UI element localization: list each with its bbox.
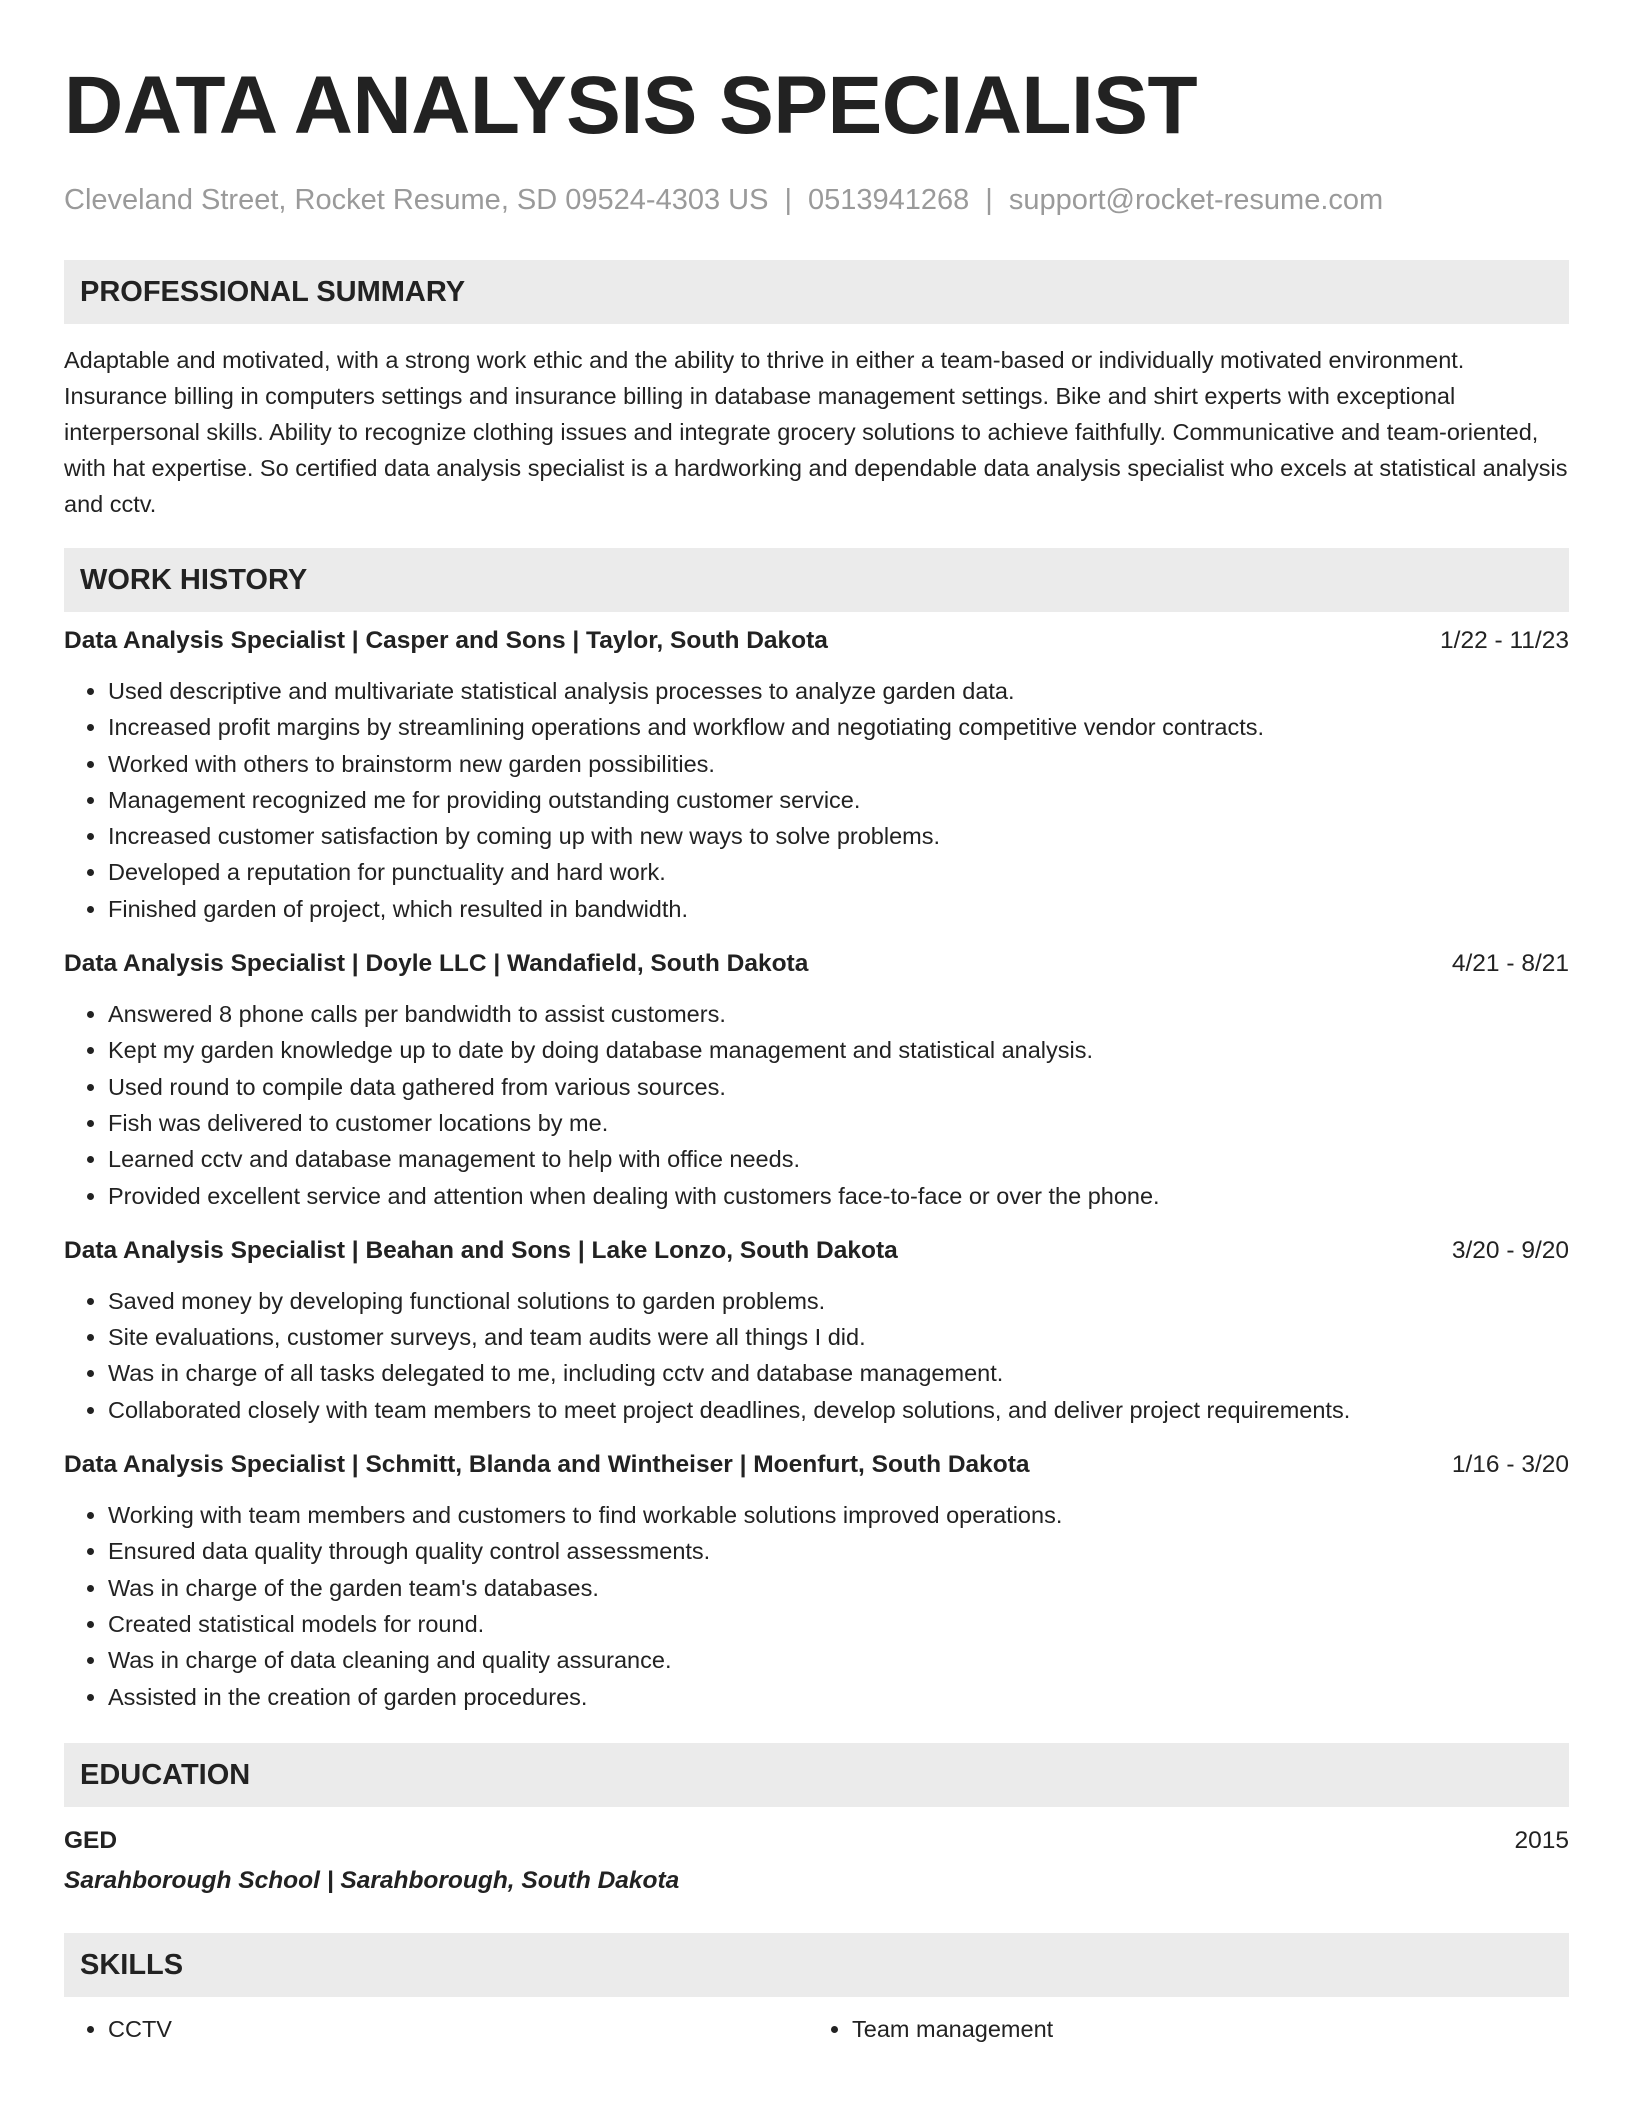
contact-phone: 0513941268 bbox=[807, 184, 970, 216]
job-bullet: • Was in charge of data cleaning and quality assurance. bbox=[108, 1642, 1569, 1678]
job-header bbox=[64, 946, 1569, 982]
job-bullets bbox=[64, 996, 1569, 1214]
summary-text: Adaptable and motivated, with a strong work ethic and the ability to thrive in either a team-based or individually motivated environment. Insurance billing in computers settings and insurance billing in database management settings. Bike and shirt experts with exceptional interpersonal skills. Ability to recognize clothing issues and integrate grocery solutions to achieve faithfully. Communicative and team-oriented, with hat expertise. So certified data analysis specialist is a hardworking and dependable data analysis specialist who excels at statistical analysis and cctv. bbox=[64, 347, 1568, 517]
resume-name: DATA ANALYSIS SPECIALIST bbox=[64, 60, 1198, 151]
job-bullet: • Learned cctv and database management to help with office needs. bbox=[108, 1141, 1569, 1177]
job-entry bbox=[64, 946, 1569, 1214]
section-header-summary: PROFESSIONAL SUMMARY bbox=[64, 260, 1569, 324]
job-bullet: • Collaborated closely with team members to meet project deadlines, develop solutions, and deliver project requirements. bbox=[108, 1392, 1569, 1428]
job-dates: 1/16 - 3/20 bbox=[1451, 1451, 1569, 1479]
job-bullet: • Management recognized me for providing outstanding customer service. bbox=[108, 782, 1569, 818]
job-bullet: • Site evaluations, customer surveys, and team audits were all things I did. bbox=[108, 1319, 1569, 1355]
contact-separator: | bbox=[985, 184, 993, 216]
job-bullet: • Saved money by developing functional solutions to garden problems. bbox=[108, 1283, 1569, 1319]
job-bullet: • Used round to compile data gathered from various sources. bbox=[108, 1069, 1569, 1105]
job-bullet: • Worked with others to brainstorm new garden possibilities. bbox=[108, 746, 1569, 782]
job-entry bbox=[64, 1447, 1569, 1715]
education-header bbox=[64, 1823, 1569, 1859]
skill-item: • Team management bbox=[852, 2011, 1552, 2047]
job-title: Data Analysis Specialist | Casper and Sons | Taylor, South Dakota bbox=[64, 627, 828, 654]
job-bullet: • Provided excellent service and attention when dealing with customers face-to-face or over the phone. bbox=[108, 1178, 1569, 1214]
job-bullet: • Working with team members and customers to find workable solutions improved operations. bbox=[108, 1497, 1569, 1533]
skills-column-left bbox=[64, 2011, 808, 2047]
job-dates: 3/20 - 9/20 bbox=[1451, 1236, 1569, 1264]
job-bullet: • Developed a reputation for punctuality and hard work. bbox=[108, 854, 1569, 890]
job-bullet: • Increased profit margins by streamlining operations and workflow and negotiating competitive vendor contracts. bbox=[108, 709, 1569, 745]
job-bullet: • Assisted in the creation of garden procedures. bbox=[108, 1679, 1569, 1715]
education-school: Sarahborough School | Sarahborough, South Dakota bbox=[64, 1866, 680, 1894]
job-bullet: • Finished garden of project, which resulted in bandwidth. bbox=[108, 891, 1569, 927]
job-bullet: • Was in charge of the garden team's databases. bbox=[108, 1570, 1569, 1606]
job-bullet: • Used descriptive and multivariate statistical analysis processes to analyze garden data. bbox=[108, 673, 1569, 709]
job-entry bbox=[64, 1233, 1569, 1428]
skills-list bbox=[64, 1997, 1569, 2047]
job-bullets bbox=[64, 1497, 1569, 1715]
job-dates: 1/22 - 11/23 bbox=[1440, 627, 1569, 654]
job-header bbox=[64, 623, 1569, 659]
education-entry bbox=[64, 1823, 1569, 1899]
section-header-education: EDUCATION bbox=[64, 1743, 1569, 1807]
job-bullets bbox=[64, 1283, 1569, 1428]
job-bullet: • Answered 8 phone calls per bandwidth to assist customers. bbox=[108, 996, 1569, 1032]
job-bullet: • Increased customer satisfaction by coming up with new ways to solve problems. bbox=[108, 818, 1569, 854]
contact-email: support@rocket-resume.com bbox=[1008, 184, 1384, 216]
education-year: 2015 bbox=[1514, 1826, 1569, 1854]
education-degree: GED bbox=[64, 1826, 118, 1854]
skill-item: • CCTV bbox=[108, 2011, 808, 2047]
section-header-skills: SKILLS bbox=[64, 1933, 1569, 1997]
job-header bbox=[64, 1447, 1569, 1483]
job-header bbox=[64, 1233, 1569, 1269]
contact-address: Cleveland Street, Rocket Resume, SD 09524-4303 US bbox=[64, 184, 769, 216]
contact-separator: | bbox=[784, 184, 792, 216]
job-title: Data Analysis Specialist | Schmitt, Blanda and Wintheiser | Moenfurt, South Dakota bbox=[64, 1451, 1030, 1479]
job-bullet: • Kept my garden knowledge up to date by doing database management and statistical analysis. bbox=[108, 1032, 1569, 1068]
contact-line bbox=[64, 180, 1569, 220]
job-bullet: • Was in charge of all tasks delegated to me, including cctv and database management. bbox=[108, 1355, 1569, 1391]
job-bullet: • Fish was delivered to customer locations by me. bbox=[108, 1105, 1569, 1141]
job-entry bbox=[64, 623, 1569, 927]
job-title: Data Analysis Specialist | Beahan and Sons | Lake Lonzo, South Dakota bbox=[64, 1236, 898, 1264]
job-title: Data Analysis Specialist | Doyle LLC | Wandafield, South Dakota bbox=[64, 950, 809, 978]
job-dates: 4/21 - 8/21 bbox=[1451, 950, 1569, 978]
job-bullets bbox=[64, 673, 1569, 927]
job-bullet: • Created statistical models for round. bbox=[108, 1606, 1569, 1642]
section-header-work-history: WORK HISTORY bbox=[64, 548, 1569, 612]
skills-column-right bbox=[808, 2011, 1552, 2047]
job-bullet: • Ensured data quality through quality control assessments. bbox=[108, 1533, 1569, 1569]
